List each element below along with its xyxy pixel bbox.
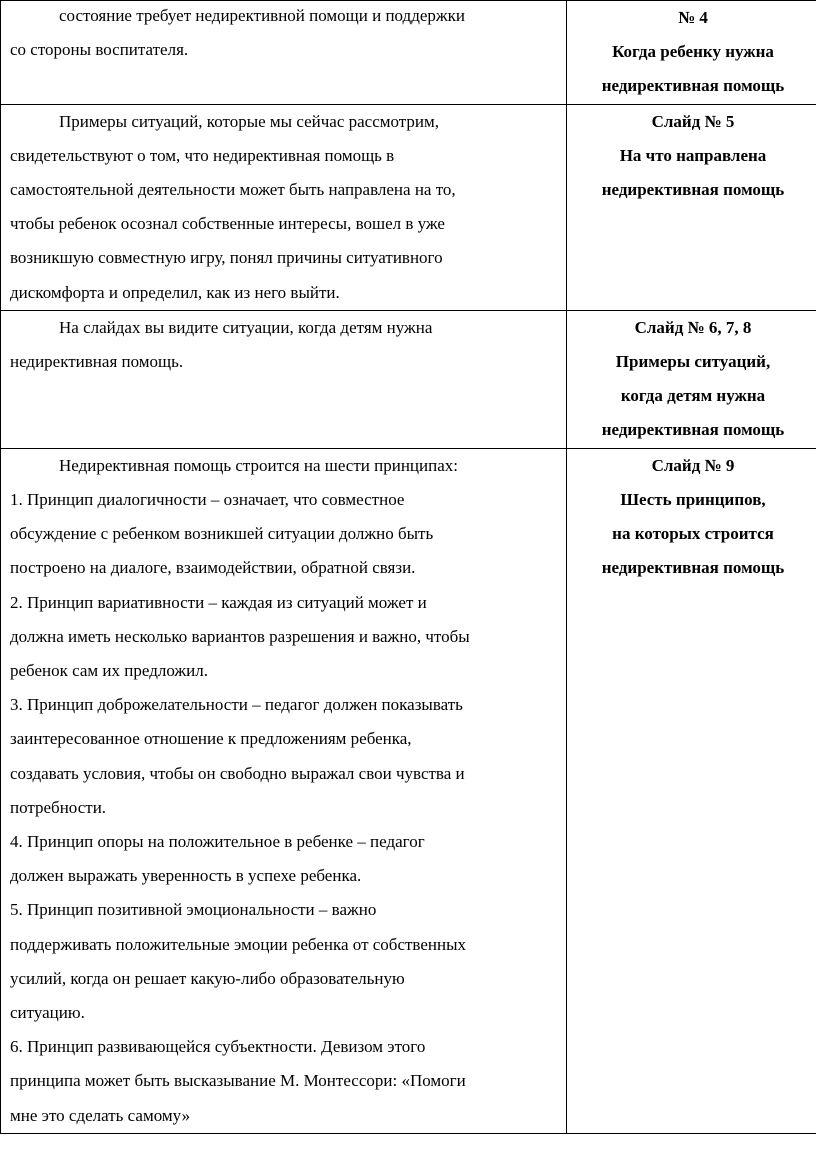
- text-line: свидетельствуют о том, что недирективная помощь в: [10, 145, 395, 165]
- slide-title-line: недирективная помощь: [601, 76, 785, 96]
- text-line: должна иметь несколько вариантов разрешения и важно, чтобы: [10, 626, 470, 646]
- text-line: 2. Принцип вариативности – каждая из ситуаций может и: [10, 592, 427, 612]
- text-line: 6. Принцип развивающейся субъектности. Девизом этого: [10, 1037, 426, 1057]
- slide-title-line: недирективная помощь: [601, 558, 785, 578]
- text-line: самостоятельной деятельности может быть направлена на то,: [10, 180, 456, 200]
- text-line: дискомфорта и определил, как из него выйти.: [10, 282, 340, 302]
- table-row: [1, 104, 816, 310]
- text-line: ситуацию.: [10, 1003, 85, 1023]
- text-line: создавать условия, чтобы он свободно выражал свои чувства и: [10, 763, 465, 783]
- slide-title-line: недирективная помощь: [601, 420, 785, 440]
- slide-title-line: недирективная помощь: [601, 180, 785, 200]
- text-line: На слайдах вы видите ситуации, когда детям нужна: [59, 317, 433, 337]
- slide-title-line: когда детям нужна: [620, 386, 766, 406]
- text-line: возникшую совместную игру, понял причины ситуативного: [10, 248, 443, 268]
- text-line: 4. Принцип опоры на положительное в ребенке – педагог: [10, 832, 425, 852]
- slide-title-line: Шесть принципов,: [620, 490, 766, 510]
- text-line: принципа может быть высказывание М. Монтессори: «Помоги: [10, 1071, 466, 1091]
- text-line: ребенок сам их предложил.: [10, 661, 208, 681]
- text-line: заинтересованное отношение к предложениям ребенка,: [10, 729, 412, 749]
- slide-number: Слайд № 9: [651, 455, 735, 475]
- text-line: 1. Принцип диалогичности – означает, что совместное: [10, 490, 405, 510]
- table-row: [1, 1, 816, 105]
- narration-cell: [1, 104, 567, 310]
- text-line: чтобы ребенок осознал собственные интересы, вошел в уже: [10, 214, 445, 234]
- slide-number: № 4: [678, 8, 708, 27]
- text-line: поддерживать положительные эмоции ребенка от собственных: [10, 934, 467, 954]
- narration-cell: [1, 310, 567, 448]
- text-line: Примеры ситуаций, которые мы сейчас рассмотрим,: [59, 111, 440, 131]
- text-line: недирективная помощь.: [10, 352, 184, 372]
- text-line: построено на диалоге, взаимодействии, обратной связи.: [10, 558, 416, 578]
- slide-number: Слайд № 5: [651, 111, 735, 131]
- slide-cell: [567, 104, 816, 310]
- slide-title-line: На что направлена: [619, 145, 767, 165]
- slide-cell: [567, 448, 816, 1133]
- narration-cell: [1, 448, 567, 1133]
- text-line: должен выражать уверенность в успехе ребенка.: [10, 866, 362, 886]
- slide-title-line: на которых строится: [612, 524, 774, 544]
- table-row: [1, 310, 816, 448]
- text-line: 3. Принцип доброжелательности – педагог должен показывать: [10, 695, 463, 715]
- text-line: Недирективная помощь строится на шести принципах:: [59, 455, 458, 475]
- text-line: потребности.: [10, 797, 107, 817]
- slide-cell: [567, 1, 816, 105]
- narration-cell: [1, 1, 567, 105]
- slide-title-line: Когда ребенку нужна: [612, 42, 774, 62]
- text-line: 5. Принцип позитивной эмоциональности – важно: [10, 900, 377, 920]
- slide-title-line: Примеры ситуаций,: [615, 352, 771, 372]
- slide-cell: [567, 310, 816, 448]
- text-line: мне это сделать самому»: [10, 1105, 191, 1125]
- text-line: со стороны воспитателя.: [10, 40, 189, 60]
- text-line: состояние требует недирективной помощи и поддержки: [59, 6, 466, 25]
- table-row: [1, 448, 816, 1133]
- text-line: обсуждение с ребенком возникшей ситуации должно быть: [10, 524, 434, 544]
- slide-number: Слайд № 6, 7, 8: [634, 317, 752, 337]
- text-line: усилий, когда он решает какую-либо образовательную: [10, 968, 405, 988]
